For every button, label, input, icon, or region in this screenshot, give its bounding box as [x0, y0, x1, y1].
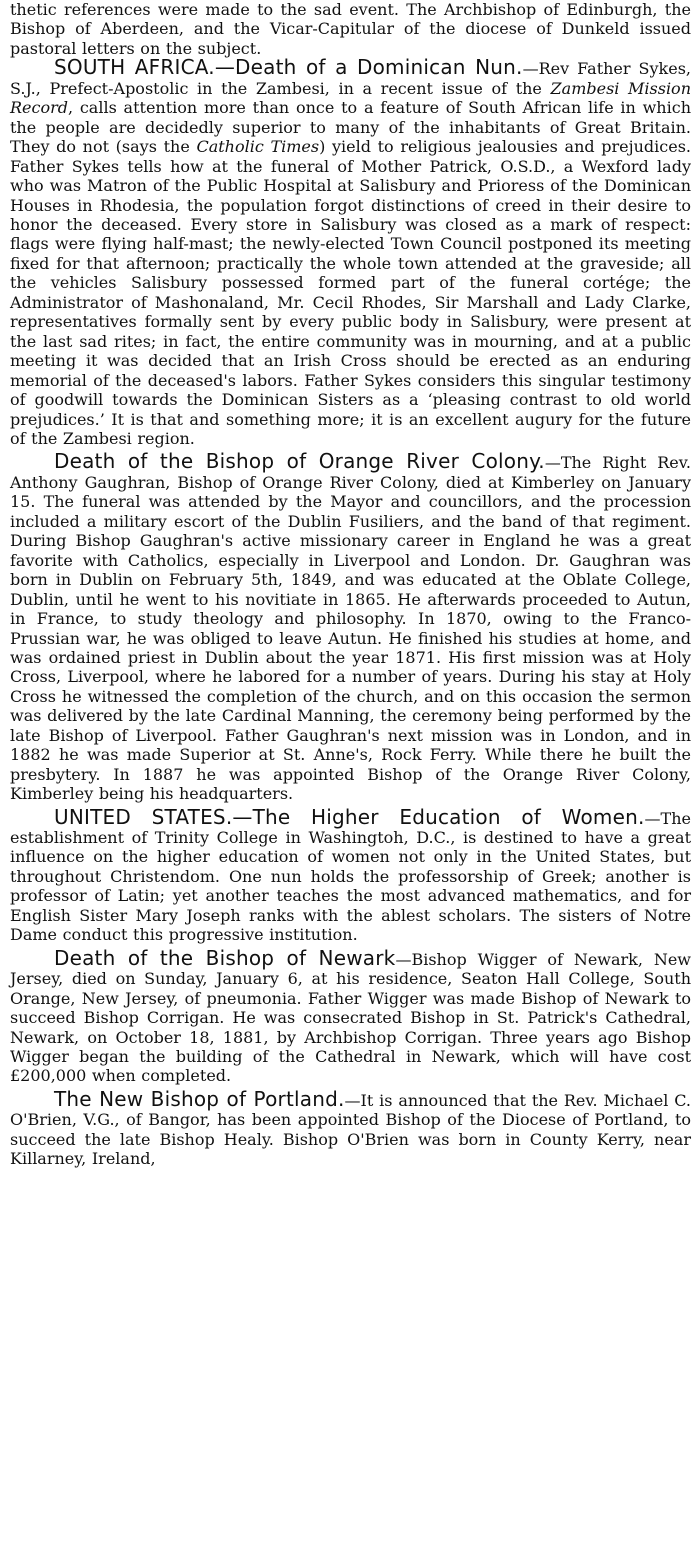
south-africa-heading: SOUTH AFRICA.—Death of a Dominican Nun. — [54, 55, 523, 80]
intro-paragraph: thetic references were made to the sad event. The Archbishop of Edinburgh, the Bishop of Aberdeen, and the Vicar-Capitular of the diocese of Dunkeld issued pastoral letters on the subject. — [10, 0, 691, 58]
portland-heading: The New Bishop of Portland. — [54, 1086, 345, 1111]
orange-river-body: —The Right Rev. Anthony Gaughran, Bishop of Orange River Colony, died at Kimberley on January 15. The funeral was attended by the Mayor and councillors, and the procession included a military escort of the Dublin Fusiliers, and the band of that regiment. During Bishop Gaughran's active missionary career in England he was a great favorite with Catholics, especially in Liverpool and London. Dr. Gaughran was born in Dublin on February 5th, 1849, and was educated at the Oblate College, Dublin, until he went to his novitiate in 1865. He afterwards proceeded to Autun, in France, to study theology and philosophy. In 1870, owing to the Franco-Prussian war, he was obliged to leave Autun. He finished his studies at home, and was ordained priest in Dublin about the year 1871. His first mission was at Holy Cross, Liverpool, where he labored for a number of years. During his stay at Holy Cross he witnessed the completion of the church, and on this occasion the sermon was delivered by the late Cardinal Manning, the ceremony being performed by the late Bishop of Liverpool. Father Gaughran's next mission was in London, and in 1882 he was made Superior at St. Anne's, Rock Ferry. While there he built the presbytery. In 1887 he was appointed Bishop of the Orange River Colony, Kimberley being his headquarters. — [10, 453, 691, 804]
south-africa-article — [10, 55, 691, 448]
newark-heading: Death of the Bishop of Newark — [54, 945, 396, 970]
orange-river-article — [10, 449, 691, 804]
newspaper-column — [10, 0, 691, 1169]
united-states-body: —The establishment of Trinity College in Washingtoh, D.C., is destined to have a great influence on the higher education of women not only in the United States, but throughout Christendom. One nun holds the professorship of Greek; another is professor of Latin; yet another teaches the most advanced mathematics, and for English Sister Mary Joseph ranks with the ablest scholars. The sisters of Notre Dame conduct this progressive institution. — [10, 808, 691, 945]
newark-body: —Bishop Wigger of Newark, New Jersey, died on Sunday, January 6, at his residence, Seaton Hall College, South Orange, New Jersey, of pneumonia. Father Wigger was made Bishop of Newark to succeed Bishop Corrigan. He was consecrated Bishop in St. Patrick's Cathedral, Newark, on October 18, 1881, by Archbishop Corrigan. Three years ago Bishop Wigger began the building of the Cathedral in Newark, which will have cost £200,000 when completed. — [10, 949, 692, 1086]
south-africa-body-a: —Rev Father Sykes, S.J., Prefect-Apostolic in the Zambesi, in a recent issue of the — [10, 59, 691, 98]
south-africa-body-b: , calls attention more than once to a feature of South African life in which the people are decidedly superior to many of the inhabitants of Great Britain. They do not (says the — [10, 98, 691, 157]
south-africa-publication-2: Catholic Times — [196, 137, 320, 157]
portland-body: —It is announced that the Rev. Michael C. O'Brien, V.G., of Bangor, has been appointed Bishop of the Diocese of Portland, to succeed the late Bishop Healy. Bishop O'Brien was born in County Kerry, near Killarney, Ireland, — [10, 1090, 691, 1169]
south-africa-publication: Zambesi Mission Record — [10, 78, 691, 118]
united-states-heading: UNITED STATES.—The Higher Education of Women. — [54, 804, 645, 829]
orange-river-heading: Death of the Bishop of Orange River Colony. — [54, 449, 545, 474]
portland-article — [10, 1086, 691, 1169]
united-states-article — [10, 804, 691, 945]
newark-article — [10, 945, 692, 1086]
south-africa-body-c: ) yield to religious jealousies and prejudices. Father Sykes tells how at the funeral of Mother Patrick, O.S.D., a Wexford lady who was Matron of the Public Hospital at Salisbury and Prioress of the Dominican Houses in Rhodesia, the population forgot distinctions of creed in their desire to honor the deceased. Every store in Salisbury was closed as a mark of respect: flags were flying half-mast; the newly-elected Town Council postponed its meeting fixed for that afternoon; practically the whole town attended at the graveside; all the vehicles Salisbury possessed formed part of the funeral cortége; the Administrator of Mashonaland, Mr. Cecil Rhodes, Sir Marshall and Lady Clarke, representatives formally sent by every public body in Salisbury, were present at the last sad rites; in fact, the entire community was in mourning, and at a public meeting it was decided that an Irish Cross should be erected as an enduring memorial of the deceased's labors. Father Sykes considers this singular testimony of goodwill towards the Dominican Sisters as a ‘pleasing contrast to old world prejudices.’ It is that and something more; it is an excellent augury for the future of the Zambesi region. — [10, 137, 691, 448]
